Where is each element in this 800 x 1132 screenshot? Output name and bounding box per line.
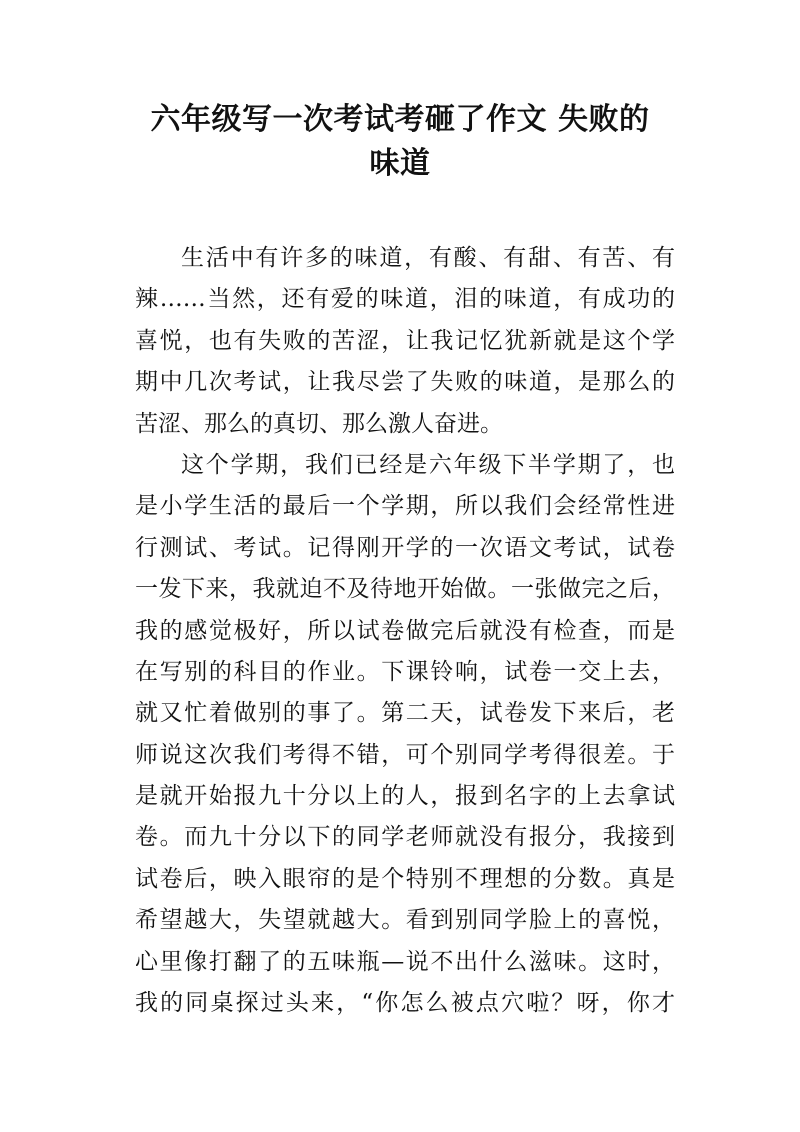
title-line-1: 六年级写一次考试考砸了作文 失败的 (150, 102, 650, 137)
paragraph-2 (135, 445, 675, 1024)
paragraph-line: 师说这次我们考得不错，可个别同学考得很差。于 (135, 741, 675, 768)
paragraph-line: 期中几次考试，让我尽尝了失败的味道，是那么的 (135, 369, 675, 396)
paragraph-line: 是小学生活的最后一个学期，所以我们会经常性进 (135, 493, 675, 520)
paragraph-line: 我的同桌探过头来，“你怎么被点穴啦？呀，你才 (135, 990, 675, 1017)
paragraph-line: 心里像打翻了的五味瓶—说不出什么滋味。这时， (135, 948, 675, 975)
title-line-2: 味道 (369, 146, 431, 181)
paragraph-line: 是就开始报九十分以上的人，报到名字的上去拿试 (135, 783, 675, 810)
paragraph-line: 苦涩、那么的真切、那么激人奋进。 (135, 410, 503, 437)
paragraph-line: 试卷后，映入眼帘的是个特别不理想的分数。真是 (135, 865, 675, 892)
paragraph-line: 卷。而九十分以下的同学老师就没有报分，我接到 (135, 824, 675, 851)
paragraph-line: 喜悦，也有失败的苦涩，让我记忆犹新就是这个学 (135, 327, 675, 354)
paragraph-1 (135, 238, 675, 445)
paragraph-line: 在写别的科目的作业。下课铃响，试卷一交上去， (135, 658, 675, 685)
paragraph-line: 希望越大，失望就越大。看到别同学脸上的喜悦， (135, 907, 675, 934)
paragraph-line: 生活中有许多的味道，有酸、有甜、有苦、有 (181, 245, 675, 271)
paragraph-line: 我的感觉极好，所以试卷做完后就没有检查，而是 (135, 617, 675, 644)
document-body (135, 238, 675, 1024)
paragraph-line: 行测试、考试。记得刚开学的一次语文考试，试卷 (135, 534, 675, 561)
paragraph-line: 辣……当然，还有爱的味道，泪的味道，有成功的 (135, 286, 675, 313)
document-title (100, 98, 700, 186)
paragraph-line: 一发下来，我就迫不及待地开始做。一张做完之后， (135, 576, 675, 603)
paragraph-line: 就又忙着做别的事了。第二天，试卷发下来后，老 (135, 700, 675, 727)
paragraph-line: 这个学期，我们已经是六年级下半学期了，也 (181, 451, 675, 478)
